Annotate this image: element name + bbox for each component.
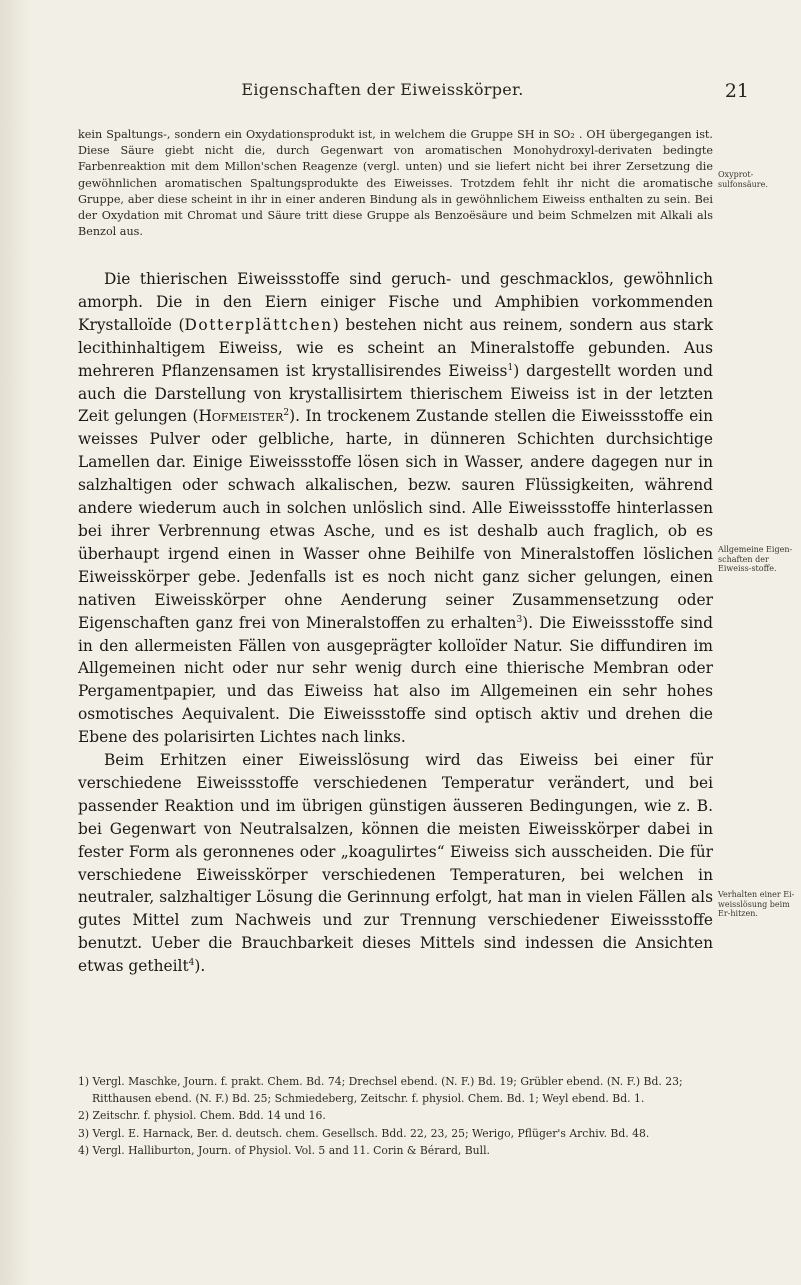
paragraph-1: Die thierischen Eiweissstoffe sind geruch- und geschmacklos, gewöhnlich amorph. Die in den Eiern einiger Fische und Amphibien vorkommenden Krystalloïde (Dotterplättchen) bestehen nicht aus reinem, sondern aus stark lecithinhaltigem Eiweiss, wie es scheint an Mineralstoffe gebunden. Aus mehreren Pflanzensamen ist krystallisirendes Eiweiss$^1$) dargestellt worden und auch die Darstellung von krystallisirtem thierischem Eiweiss ist in der letzten Zeit gelungen (Hofmeister$^2$). In trockenem Zustande stellen die Eiweissstoffe ein weisses Pulver oder gelbliche, harte, in dünneren Schichten durchsichtige Lamellen dar. Einige Eiweissstoffe lösen sich in Wasser, andere dagegen nur in salzhaltigen oder schwach alkalischen, bezw. sauren Flüssigkeiten, während andere wiederum auch in solchen unlöslich sind. Alle Eiweissstoffe hinterlassen bei ihrer Verbrennung etwas Asche, und es ist deshalb auch fraglich, ob es überhaupt irgend einen in Wasser ohne Beihilfe von Mineralstoffen löslichen Eiweisskörper gebe. Jedenfalls ist es noch nicht ganz sicher gelungen, einen nativen Eiweisskörper ohne Aenderung seiner Zusammensetzung oder Eigenschaften ganz frei von Mineralstoffen zu erhalten$^3$). Die Eiweissstoffe sind in den allermeisten Fällen von ausgeprägter kolloïder Natur. Sie diffundiren im Allgemeinen nicht oder nur sehr wenig durch eine thierische Membran oder Pergamentpapier, und das Eiweiss hat also im Allgemeinen ein sehr hohes osmotisches Aequivalent. Die Eiweissstoffe sind optisch aktiv und drehen die Ebene des polarisirten Lichtes nach links.: [78, 270, 714, 747]
small-print-paragraph: kein Spaltungs-, sondern ein Oxydationsprodukt ist, in welchem die Gruppe SH in SO₂ . OH übergegangen ist. Diese Säure giebt nicht die, durch Gegenwart von aromatischen Monohydroxyl-derivaten bedingte Farbenreaktion mit dem Millon'schen Reagenze (vergl. unten) und sie liefert nicht bei ihrer Zersetzung die gewöhnlichen aromatischen Spaltungsprodukte des Eiweisses. Trotzdem fehlt ihr nicht die aromatische Gruppe, aber diese scheint in ihr in einer anderen Bindung als in gewöhnlichem Eiweiss enthalten zu sein. Bei der Oxydation mit Chromat und Säure tritt diese Gruppe als Benzoësäure und beim Schmelzen mit Alkali als Benzol aus.: [78, 128, 713, 239]
footnote-ref-2: 2: [283, 408, 290, 419]
footnote-4: 4) Vergl. Halliburton, Journ. of Physiol. Vol. 5 and 11. Corin & Bérard, Bull.: [78, 1143, 490, 1157]
footnote-ref-4: 4: [188, 958, 195, 969]
p1-text-d: dargestellt worden und auch die Darstellung von krystallisirtem thierischem Eiweiss ist in der letzten Zeit gelungen (: [78, 361, 713, 426]
margin-note-verhalten-beim-erhitzen: Verhalten einer Ei-weisslösung beim Er-hitzen.: [718, 890, 795, 918]
paragraph-2: [78, 749, 713, 978]
p2-text-a: Beim Erhitzen einer Eiweisslösung wird das Eiweiss bei einer für verschiedene Eiweissstoffe verschiedenen Temperatur verändert, und bei passender Reaktion und im übrigen günstigen äusseren Bedingungen, wie z. B. bei Gegenwart von Neutralsalzen, können die meisten Eiweisskörper dabei in fester Form als geronnenes oder „koagulirtes“ Eiweiss sich ausscheiden. Die für verschiedene Eiweisskörper verschiedenen Temperaturen, bei welchen in neutraler, salzhaltiger Lösung die Gerinnung erfolgt, hat man in vielen Fällen als gutes Mittel zum Nachweis und zur Trennung verschiedener Eiweissstoffe benutzt. Ueber die Brauchbarkeit dieses Mittels sind indessen die Ansichten etwas getheilt: [78, 751, 713, 976]
footnote-3: 3) Vergl. E. Harnack, Ber. d. deutsch. chem. Gesellsch. Bdd. 22, 23, 25; Werigo, Pflüger's Archiv. Bd. 48.: [78, 1126, 650, 1140]
page-number: 21: [724, 80, 749, 102]
footnotes: [78, 1073, 718, 1159]
p1-text-g: ). Die Eiweissstoffe sind in den allermeisten Fällen von ausgeprägter kolloïder Natur. Sie diffundiren im Allgemeinen nicht oder nur sehr wenig durch eine thierische Membran oder Pergamentpapier, und das Eiweiss hat also im Allgemeinen ein sehr hohes osmotisches Aequivalent. Die Eiweissstoffe sind optisch aktiv und drehen die Ebene des polarisirten Lichtes nach links.: [78, 613, 714, 747]
p2-text-b: ).: [194, 957, 206, 976]
p1-term-dotterplaettchen: Dotterplättchen: [184, 315, 333, 334]
running-title: Eigenschaften der Eiweisskörper.: [241, 80, 524, 99]
page-edge-shadow: [0, 0, 30, 1285]
p1-text-c: ) bestehen nicht aus reinem, sondern aus stark lecithinhaltigem Eiweiss, wie es scheint an Mineralstoffe gebunden. Aus mehreren Pflanzensamen ist krystallisirendes Eiweiss: [78, 315, 713, 380]
margin-note-allgemeine-eigenschaften: Allgemeine Eigen-schaften der Eiweiss-stoffe.: [718, 545, 793, 573]
footnote-ref-1: 1: [507, 362, 514, 373]
main-text: [78, 268, 713, 978]
p1-text-a: Die thierischen Eiweissstoffe sind geruch- und geschmacklos, gewöhnlich amorph. Die in den Eiern einiger Fische und Amphibien vorkommenden Krystalloïde (: [78, 270, 713, 334]
footnote-1: 1) Vergl. Maschke, Journ. f. prakt. Chem. Bd. 74; Drechsel ebend. (N. F.) Bd. 19; Grübler ebend. (N. F.) Bd. 23; Ritthausen ebend. (N. F.) Bd. 25; Schmiedeberg, Zeitschr. f. physiol. Chem. Bd. 1; Weyl ebend. Bd. 1.: [78, 1075, 683, 1106]
margin-note-oxyprotsulfonsaeure: Oxyprot-sulfonsäure.: [718, 170, 768, 189]
p1-text-f: ). In trockenem Zustande stellen die Eiweissstoffe ein weisses Pulver oder gelbliche, harte, in dünneren Schichten durchsichtige Lamellen dar. Einige Eiweissstoffe lösen sich in Wasser, andere dagegen nur in salzhaltigen oder schwach alkalischen, bezw. sauren Flüssigkeiten, während andere wiederum auch in solchen unlöslich sind. Alle Eiweissstoffe hinterlassen bei ihrer Verbrennung etwas Asche, und es ist deshalb auch fraglich, ob es überhaupt irgend einen in Wasser ohne Beihilfe von Mineralstoffen löslichen Eiweisskörper gebe. Jedenfalls ist es noch nicht ganz sicher gelungen, einen nativen Eiweisskörper ohne Aenderung seiner Zusammensetzung oder Eigenschaften ganz frei von Mineralstoffen zu erhalten: [78, 407, 714, 632]
footnote-2: 2) Zeitschr. f. physiol. Chem. Bdd. 14 und 16.: [78, 1109, 326, 1123]
footnote-ref-3: 3: [516, 614, 523, 625]
p1-author-hofmeister: Hofmeister: [198, 407, 284, 426]
